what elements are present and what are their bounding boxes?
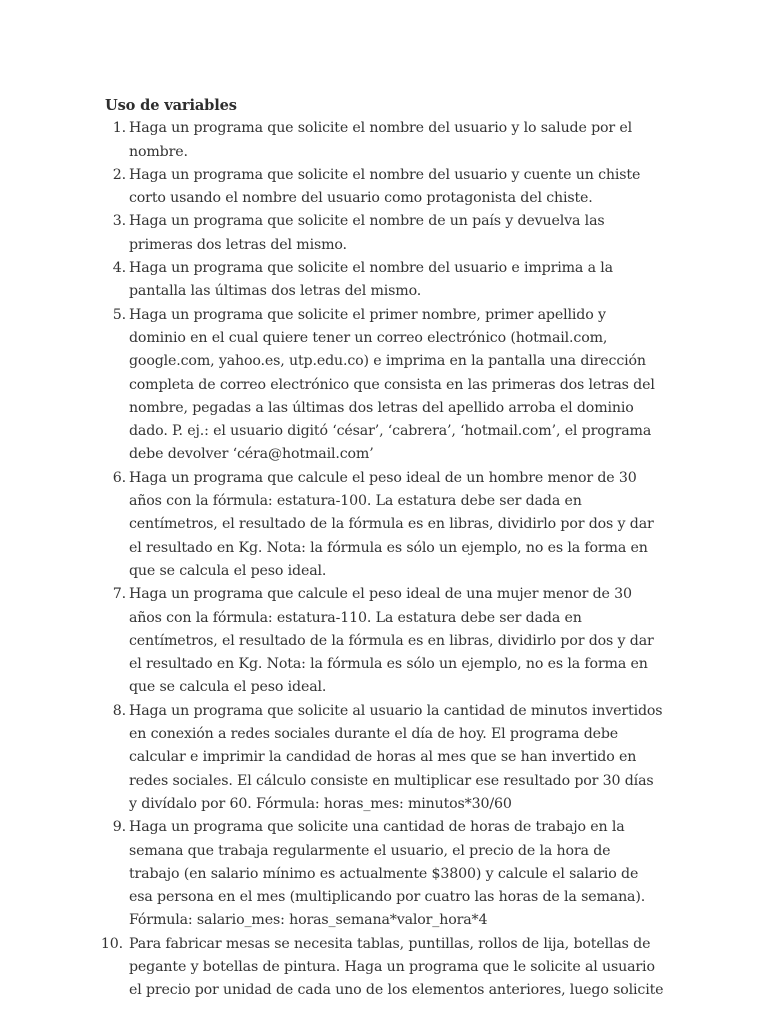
exercise-item-2	[105, 164, 665, 211]
item-text: Para fabricar mesas se necesita tablas, puntillas, rollos de lija, botellas de pegante y botellas de pintura. Haga un programa que le solicite al usuario el precio por unidad de cada uno de los elementos anteriores, luego solicite	[129, 935, 664, 999]
item-text: Haga un programa que solicite el nombre del usuario y lo salude por el nombre.	[129, 120, 633, 160]
item-number: 2.	[112, 166, 126, 183]
item-number: 3.	[112, 213, 126, 230]
exercise-item-4	[105, 257, 665, 304]
document-page	[100, 94, 665, 1003]
item-number: 7.	[112, 586, 126, 603]
item-number: 5.	[112, 306, 126, 323]
item-number: 8.	[112, 702, 126, 719]
exercise-item-1	[105, 117, 665, 164]
exercise-item-7	[105, 583, 665, 699]
item-text: Haga un programa que calcule el peso ideal de un hombre menor de 30 años con la fórmula: estatura-100. La estatura debe ser dada en centímetros, el resultado de la fórmula es en libras, dividirlo por dos y dar el resultado en Kg. Nota: la fórmula es sólo un ejemplo, no es la forma en que se calcula el peso ideal.	[129, 469, 654, 579]
exercise-list	[100, 117, 665, 1002]
exercise-item-8	[105, 700, 665, 816]
item-text: Haga un programa que solicite el nombre del usuario e imprima a la pantalla las últimas dos letras del mismo.	[129, 260, 613, 300]
exercise-item-6	[105, 467, 665, 583]
item-text: Haga un programa que solicite el nombre de un país y devuelva las primeras dos letras del mismo.	[129, 213, 605, 253]
item-text: Haga un programa que solicite al usuario la cantidad de minutos invertidos en conexión a redes sociales durante el día de hoy. El programa debe calcular e imprimir la candidad de horas al mes que se han invertido en redes sociales. El cálculo consiste en multiplicar ese resultado por 30 días y divídalo por 60. Fórmula: horas_mes: minutos*30/60	[129, 702, 663, 812]
exercise-item-3	[105, 210, 665, 257]
item-number: 10.	[100, 935, 123, 952]
item-text: Haga un programa que solicite el primer nombre, primer apellido y dominio en el cual quiere tener un correo electrónico (hotmail.com, google.com, yahoo.es, utp.edu.co) e imprima en la pantalla una dirección completa de correo electrónico que consista en las primeras dos letras del nombre, pegadas a las últimas dos letras del apellido arroba el dominio dado. P. ej.: el usuario digitó ‘césar’, ‘cabrera’, ‘hotmail.com’, el programa debe devolver ‘céra@hotmail.com’	[129, 306, 655, 463]
item-text: Haga un programa que solicite una cantidad de horas de trabajo en la semana que trabaja regularmente el usuario, el precio de la hora de trabajo (en salario mínimo es actualmente $3800) y calcule el salario de esa persona en el mes (multiplicando por cuatro las horas de la semana). Fórmula: salario_mes: horas_semana*valor_hora*4	[129, 819, 646, 929]
item-text: Haga un programa que solicite el nombre del usuario y cuente un chiste corto usando el nombre del usuario como protagonista del chiste.	[129, 166, 641, 207]
exercise-item-5	[105, 304, 665, 467]
item-number: 9.	[112, 819, 126, 836]
item-number: 4.	[112, 260, 126, 277]
exercise-item-9	[105, 816, 665, 932]
document-title: Uso de variables	[105, 97, 237, 114]
item-number: 6.	[112, 469, 126, 486]
exercise-item-10	[100, 933, 665, 1003]
item-number: 1.	[112, 120, 126, 137]
item-text: Haga un programa que calcule el peso ideal de una mujer menor de 30 años con la fórmula: estatura-110. La estatura debe ser dada en centímetros, el resultado de la fórmula es en libras, dividirlo por dos y dar el resultado en Kg. Nota: la fórmula es sólo un ejemplo, no es la forma en que se calcula el peso ideal.	[129, 586, 654, 696]
